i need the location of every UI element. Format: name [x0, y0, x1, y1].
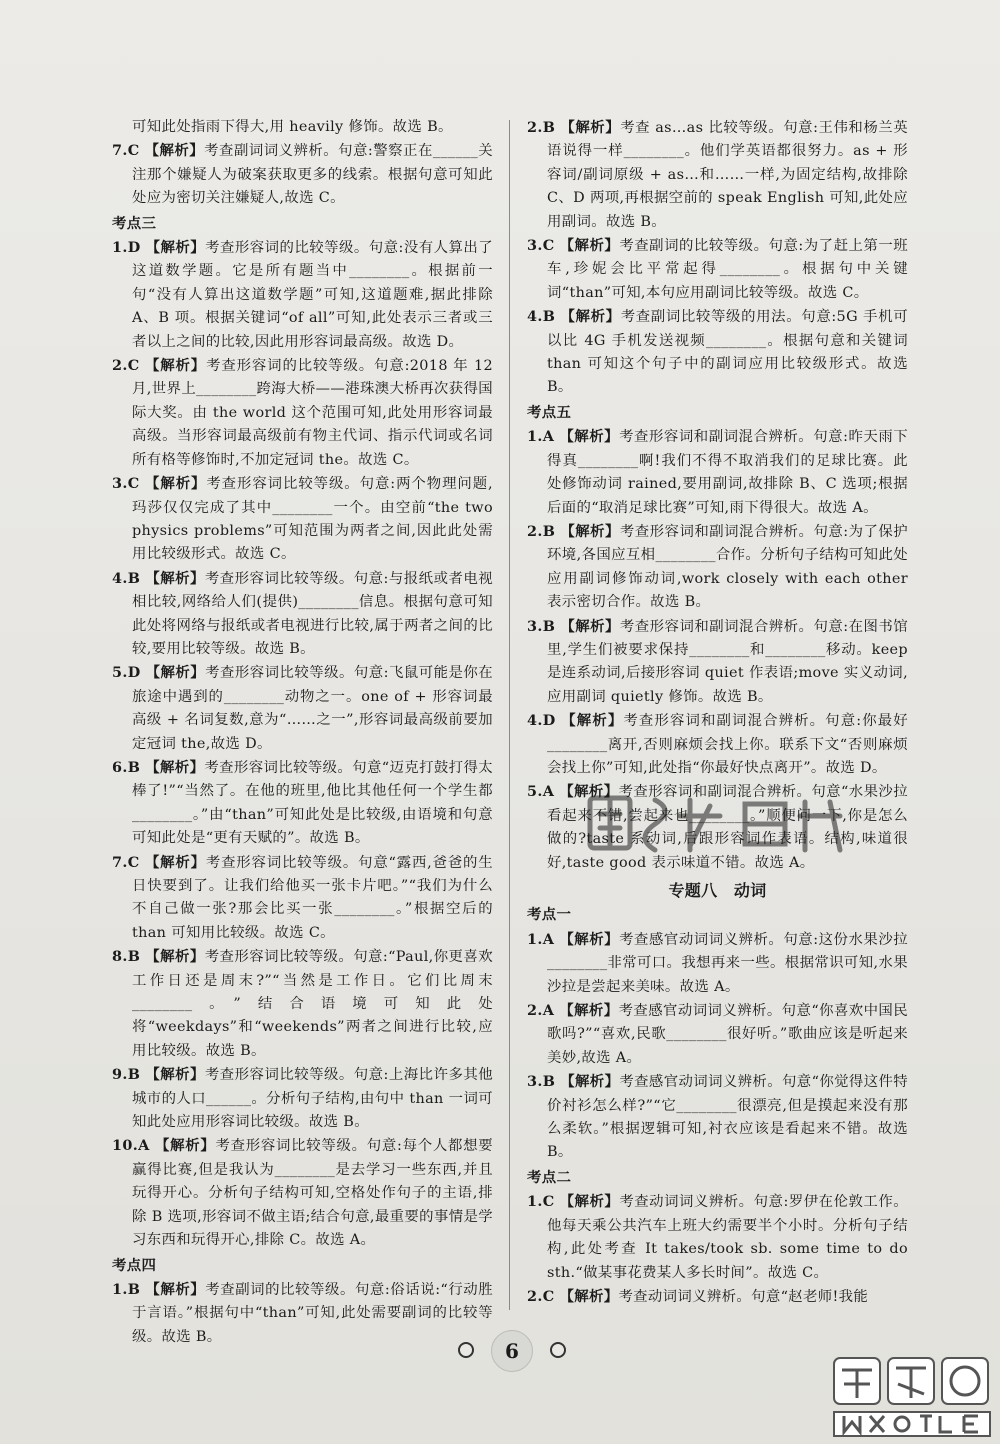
page-number: 6: [491, 1330, 533, 1372]
section-heading: 考点二: [527, 1169, 572, 1186]
answer-text: 考查感官动词词义辨析。句意“你喜欢中国民歌吗?”“喜欢,民歌________很好听。”歌曲应该是听起来美妙,故选 A。: [547, 1003, 908, 1066]
answer-number: 3.C: [112, 475, 140, 493]
analysis-tag: 【解析】: [560, 523, 620, 540]
answer-text: 考查 as…as 比较等级。句意:王伟和杨兰英语说得一样________。他们学英语都很努力。as + 形容词/副词原级 + as…和……一样,为固定结构,故排除 C、D 两项,再根据空前的 speak English 可知,此处应用副词。故选 B。: [547, 120, 908, 230]
answer-item: [112, 354, 493, 472]
analysis-tag: 【解析】: [559, 784, 619, 801]
analysis-tag: 【解析】: [145, 949, 205, 966]
analysis-tag: 【解析】: [560, 1074, 620, 1091]
analysis-tag: 【解析】: [561, 713, 624, 730]
left-column: [112, 116, 493, 1349]
answer-item: [527, 116, 908, 234]
answer-number: 10.A: [112, 1137, 150, 1155]
answer-number: 5.D: [112, 664, 141, 682]
analysis-tag: 【解析】: [145, 570, 205, 587]
answer-text: 考查副词的比较等级。句意:为了赶上第一班车,珍妮会比平常起得________。根据句中关键词“than”可知,本句应用副词比较等级。故选 C。: [547, 238, 908, 301]
analysis-tag: 【解析】: [145, 240, 206, 257]
answer-item: [112, 851, 493, 946]
analysis-tag: 【解析】: [559, 1003, 619, 1020]
analysis-tag: 【解析】: [145, 759, 205, 776]
answer-item: [112, 945, 493, 1063]
answer-continuation: 可知此处指雨下得大,用 heavily 修饰。故选 B。: [132, 119, 453, 135]
answer-text: 考查形容词和副词混合辨析。句意:你最好________离开,否则麻烦会找上你。联系下文“否则麻烦会找上你”可知,此处指“你最好快点离开”。故选 D。: [547, 713, 908, 776]
answer-item: [527, 1070, 908, 1165]
answer-item: [527, 520, 908, 615]
answer-text: 考查形容词比较等级。句意:上海比许多其他城市的人口______。分析句子结构,由句中 than 一词可知此处应用形容词比较级。故选 B。: [132, 1067, 493, 1131]
answer-text: 考查形容词比较等级。句意:两个物理问题,玛莎仅仅完成了其中________一个。由空前“the two physics problems”可知范围为两者之间,因此此处需用比较级形式。故选 C。: [132, 476, 493, 563]
analysis-tag: 【解析】: [559, 238, 620, 255]
analysis-tag: 【解析】: [560, 120, 621, 136]
answer-text: 考查形容词的比较等级。句意:2018 年 12 月,世界上________跨海大桥——港珠澳大桥再次获得国际大奖。由 the world 这个范围可知,此处用形容词最高级。当形容词最高级前有物主代词、指示代词或名词所有格等修饰时,不加定冠词 the。故选 C。: [132, 358, 494, 468]
answer-text: 考查副词词义辨析。句意:警察正在______关注那个嫌疑人为破案获取更多的线索。根据句意可知此处应为密切关注嫌疑人,故选 C。: [132, 143, 493, 207]
answer-number: 3.C: [527, 237, 555, 255]
answer-number: 9.B: [112, 1066, 141, 1084]
answer-item: [527, 1190, 908, 1285]
analysis-tag: 【解析】: [559, 1288, 619, 1305]
section-heading: 考点五: [527, 404, 572, 421]
answer-item: [527, 709, 908, 780]
circle-bullet-icon: [550, 1342, 566, 1358]
analysis-tag: 【解析】: [560, 309, 621, 326]
answer-text: 考查动词词义辨析。句意:罗伊在伦敦工作。他每天乘公共汽车上班大约需要半个小时。分析句子结构,此处考查 It takes/took sb. some time to do sth.“做某事花费某人多长时间”。故选 C。: [547, 1194, 908, 1281]
column-divider: [509, 120, 510, 1310]
answer-item: [527, 425, 908, 520]
answer-number: 4.D: [527, 712, 556, 730]
analysis-tag: 【解析】: [145, 476, 207, 493]
answer-number: 1.B: [112, 1280, 141, 1298]
answer-text: 考查动词词义辨析。句意“赵老师!我能: [618, 1288, 869, 1305]
answer-text: 考查形容词的比较等级。句意:没有人算出了这道数学题。它是所有题当中________。根据前一句“没有人算出这道数学题”可知,这道题难,据此排除 A、B 项。根据关键词“of all”可知,此处表示三者或三者以上之间的比较,因此用形容词最高级。故选 D。: [132, 240, 493, 350]
analysis-tag: 【解析】: [559, 1194, 620, 1211]
answer-number: 7.C: [112, 853, 140, 871]
analysis-tag: 【解析】: [145, 358, 207, 375]
answer-number: 3.B: [527, 617, 556, 635]
circle-bullet-icon: [458, 1342, 474, 1358]
analysis-tag: 【解析】: [145, 1067, 205, 1084]
section-heading: 考点四: [112, 1257, 157, 1274]
answer-text: 考查形容词和副词混合辨析。句意:在图书馆里,学生们被要求保持________和________移动。keep 是连系动词,后接形容词 quiet 作表语;move 实义动词,应用副词 quietly 修饰。故选 B。: [547, 618, 908, 705]
answer-number: 4.B: [527, 308, 556, 326]
site-logo-watermark-icon: [830, 1354, 995, 1440]
right-column: [527, 116, 908, 1309]
section-heading: 考点一: [527, 907, 572, 924]
analysis-tag: 【解析】: [559, 429, 620, 446]
analysis-tag: 【解析】: [144, 143, 205, 160]
answer-number: 2.C: [527, 1287, 555, 1305]
answer-number: 2.C: [112, 357, 140, 375]
analysis-tag: 【解析】: [560, 618, 620, 635]
answer-item: [112, 1063, 493, 1134]
answer-text: 考查形容词比较等级。句意:与报纸或者电视相比较,网络给人们(提供)________信息。根据句意可知此处将网络与报纸或者电视进行比较,属于两者之间的比较,要用比较等级。故选 B。: [132, 570, 493, 657]
answer-text: 考查形容词比较等级。句意:每个人都想要赢得比赛,但是我认为________是去学习一些东西,并且玩得开心。分析句子结构可知,空格处作句子的主语,排除 B 选项,形容词不做主语;结合句意,最重要的事情是学习东西和玩得开心,排除 C。故选 A。: [132, 1138, 494, 1249]
answer-number: 2.B: [527, 522, 556, 540]
section-heading: 考点三: [112, 215, 157, 232]
answer-text: 考查副词的比较等级。句意:俗话说:“行动胜于言语。”根据句中“than”可知,此处需要副词的比较等级。故选 B。: [132, 1281, 493, 1345]
answer-number: 3.B: [527, 1073, 556, 1091]
stamp-watermark-icon: [560, 786, 900, 866]
answer-number: 1.C: [527, 1193, 555, 1211]
answer-item: [112, 236, 493, 354]
answer-item: [527, 928, 908, 999]
answer-item: [112, 472, 493, 567]
analysis-tag: 【解析】: [144, 854, 206, 871]
answer-number: 8.B: [112, 948, 141, 966]
answer-number: 2.A: [527, 1002, 555, 1020]
answer-text: 考查感官动词词义辨析。句意:这份水果沙拉________非常可口。我想再来一些。根据常识可知,水果沙拉是尝起来美味。故选 A。: [547, 931, 908, 995]
answer-number: 1.A: [527, 428, 555, 446]
answer-number: 6.B: [112, 758, 141, 776]
analysis-tag: 【解析】: [154, 1138, 216, 1155]
special-topic-title: 专题八 动词: [668, 881, 767, 900]
answer-item: [112, 1134, 493, 1252]
answer-item: [527, 1285, 908, 1309]
answer-text: 考查形容词和副词混合辨析。句意:昨天雨下得真________啊!我们不得不取消我们的足球比赛。此处修饰动词 rained,要用副词,故排除 B、C 选项;根据后面的“取消足球比赛”可知,雨下得很大。故选 A。: [547, 429, 908, 516]
answer-item: [112, 756, 493, 851]
answer-text: 考查形容词比较等级。句意“迈克打鼓打得太棒了!”“当然了。在他的班里,他比其他任何一个学生都________。”由“than”可知此处是比较级,由语境和句意可知此处是“更有天赋的”。故选 B。: [132, 759, 493, 847]
analysis-tag: 【解析】: [145, 665, 206, 682]
answer-number: 1.D: [112, 239, 141, 257]
answer-item: [527, 615, 908, 710]
answer-number: 1.A: [527, 930, 555, 948]
answer-number: 5.A: [527, 783, 555, 801]
answer-item: [527, 234, 908, 305]
analysis-tag: 【解析】: [145, 1281, 206, 1298]
answer-item: [527, 999, 908, 1070]
answer-number: 2.B: [527, 119, 556, 136]
answer-text: 考查形容词和副词混合辨析。句意“水果沙拉看起来不错,尝起来也________。”顺便问一下,你是怎么做的?taste 系动词,后跟形容词作表语。结构,味道很好,taste good 表示味道不错。故选 A。: [547, 784, 908, 871]
answer-item: [112, 661, 493, 756]
answer-text: 考查形容词和副词混合辨析。句意:为了保护环境,各国应互相________合作。分析句子结构可知此处应用副词修饰动词,work closely with each other 表示密切合作。故选 B。: [547, 523, 908, 611]
answer-text: 考查形容词比较等级。句意“露西,爸爸的生日快要到了。让我们给他买一张卡片吧。”“我们为什么不自己做一张?那会比买一张________。”根据空后的 than 可知用比较级。故选 C。: [132, 854, 494, 941]
answer-item: [112, 567, 493, 662]
answer-text: 考查形容词比较等级。句意:“Paul,你更喜欢工作日还是周末?”“当然是工作日。它们比周末________。”结合语境可知此处将“weekdays”和“weekends”两者之间进行比较,应用比较级。故选 B。: [132, 949, 493, 1059]
answer-number: 4.B: [112, 569, 141, 587]
answer-text: 考查副词比较等级的用法。句意:5G 手机可以比 4G 手机发送视频________。根据句意和关键词 than 可知这个句子中的副词应用比较级形式。故选 B。: [547, 309, 908, 396]
answer-item: [112, 139, 493, 210]
answer-text: 考查感官动词词义辨析。句意“你觉得这件特价衬衫怎么样?”“它________很漂亮,但是摸起来没有那么柔软。”根据逻辑可知,衬衣应该是看起来不错。故选 B。: [547, 1074, 908, 1161]
analysis-tag: 【解析】: [559, 931, 620, 948]
answer-text: 考查形容词比较等级。句意:飞鼠可能是你在旅途中遇到的________动物之一。one of + 形容词最高级 + 名词复数,意为“……之一”,形容词最高级前要加定冠词 the,故选 D。: [132, 665, 493, 752]
answer-number: 7.C: [112, 142, 140, 160]
answer-item: [527, 305, 908, 400]
